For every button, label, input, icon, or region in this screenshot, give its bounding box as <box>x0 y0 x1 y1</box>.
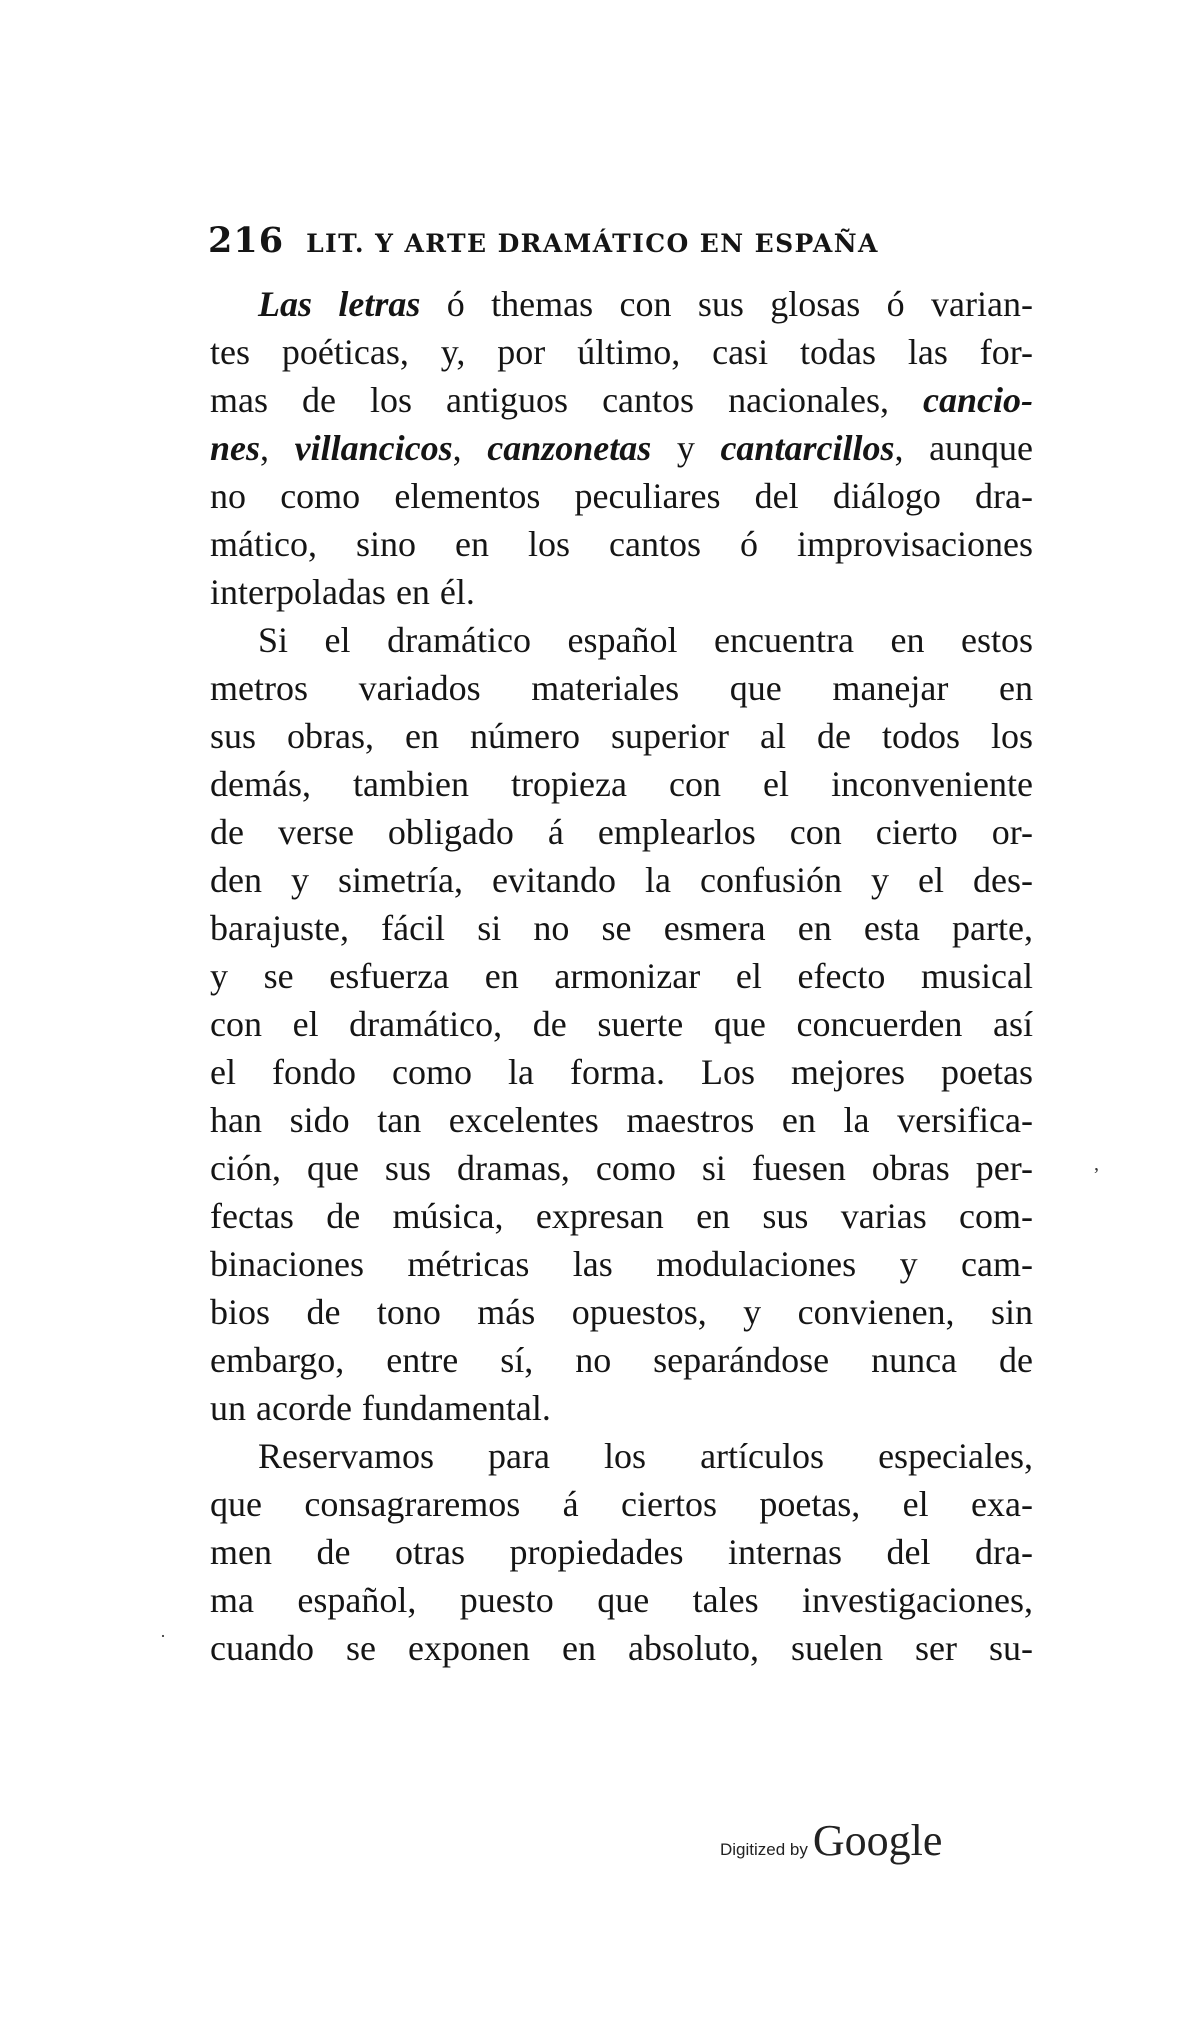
text-line: Las letras ó themas con sus glosas ó varian- <box>258 284 1033 324</box>
running-title: LIT. Y ARTE DRAMÁTICO EN ESPAÑA <box>306 229 879 258</box>
margin-mark: · <box>160 1626 166 1646</box>
margin-mark: , <box>1094 1153 1099 1175</box>
text-line: y se esfuerza en armonizar el efecto musical <box>210 956 1033 996</box>
page-header <box>208 220 968 260</box>
text-line: Reservamos para los artículos especiales, <box>258 1436 1033 1476</box>
text-line: de verse obligado á emplearlos con cierto or- <box>210 812 1033 852</box>
text-line: mas de los antiguos cantos nacionales, cancio- <box>210 380 1033 420</box>
digitized-footer <box>720 1815 1080 1885</box>
text-line: Si el dramático español encuentra en estos <box>258 620 1033 660</box>
text-line: el fondo como la forma. Los mejores poetas <box>210 1052 1033 1092</box>
text-line: barajuste, fácil si no se esmera en esta parte, <box>210 908 1033 948</box>
text-line: no como elementos peculiares del diálogo dra- <box>210 476 1033 516</box>
text-line: demás, tambien tropieza con el inconveniente <box>210 764 1033 804</box>
digitized-label: Digitized by <box>720 1840 808 1859</box>
text-line: bios de tono más opuestos, y convienen, sin <box>210 1292 1033 1332</box>
text-line: han sido tan excelentes maestros en la versifica- <box>210 1100 1033 1140</box>
text-line: que consagraremos á ciertos poetas, el exa- <box>210 1484 1033 1524</box>
text-line: un acorde fundamental. <box>210 1388 551 1428</box>
text-line: interpoladas en él. <box>210 572 475 612</box>
text-line: con el dramático, de suerte que concuerden así <box>210 1004 1033 1044</box>
text-line: binaciones métricas las modulaciones y cam- <box>210 1244 1033 1284</box>
text-line: tes poéticas, y, por último, casi todas las for- <box>210 332 1033 372</box>
text-line: sus obras, en número superior al de todos los <box>210 716 1033 756</box>
google-logo: Google <box>812 1816 943 1865</box>
text-line: ma español, puesto que tales investigaciones, <box>210 1580 1033 1620</box>
text-line: men de otras propiedades internas del dra- <box>210 1532 1033 1572</box>
page-number: 216 <box>208 220 285 261</box>
text-line: mático, sino en los cantos ó improvisaciones <box>210 524 1033 564</box>
text-line: nes, villancicos, canzonetas y cantarcillos, aunque <box>210 428 1034 468</box>
text-line: fectas de música, expresan en sus varias com- <box>210 1196 1033 1236</box>
text-line: metros variados materiales que manejar en <box>210 668 1033 708</box>
text-line: cuando se exponen en absoluto, suelen ser su- <box>210 1628 1033 1668</box>
text-line: embargo, entre sí, no separándose nunca de <box>210 1340 1033 1380</box>
text-line: ción, que sus dramas, como si fuesen obras per- <box>210 1148 1033 1188</box>
text-line: den y simetría, evitando la confusión y el des- <box>210 860 1033 900</box>
